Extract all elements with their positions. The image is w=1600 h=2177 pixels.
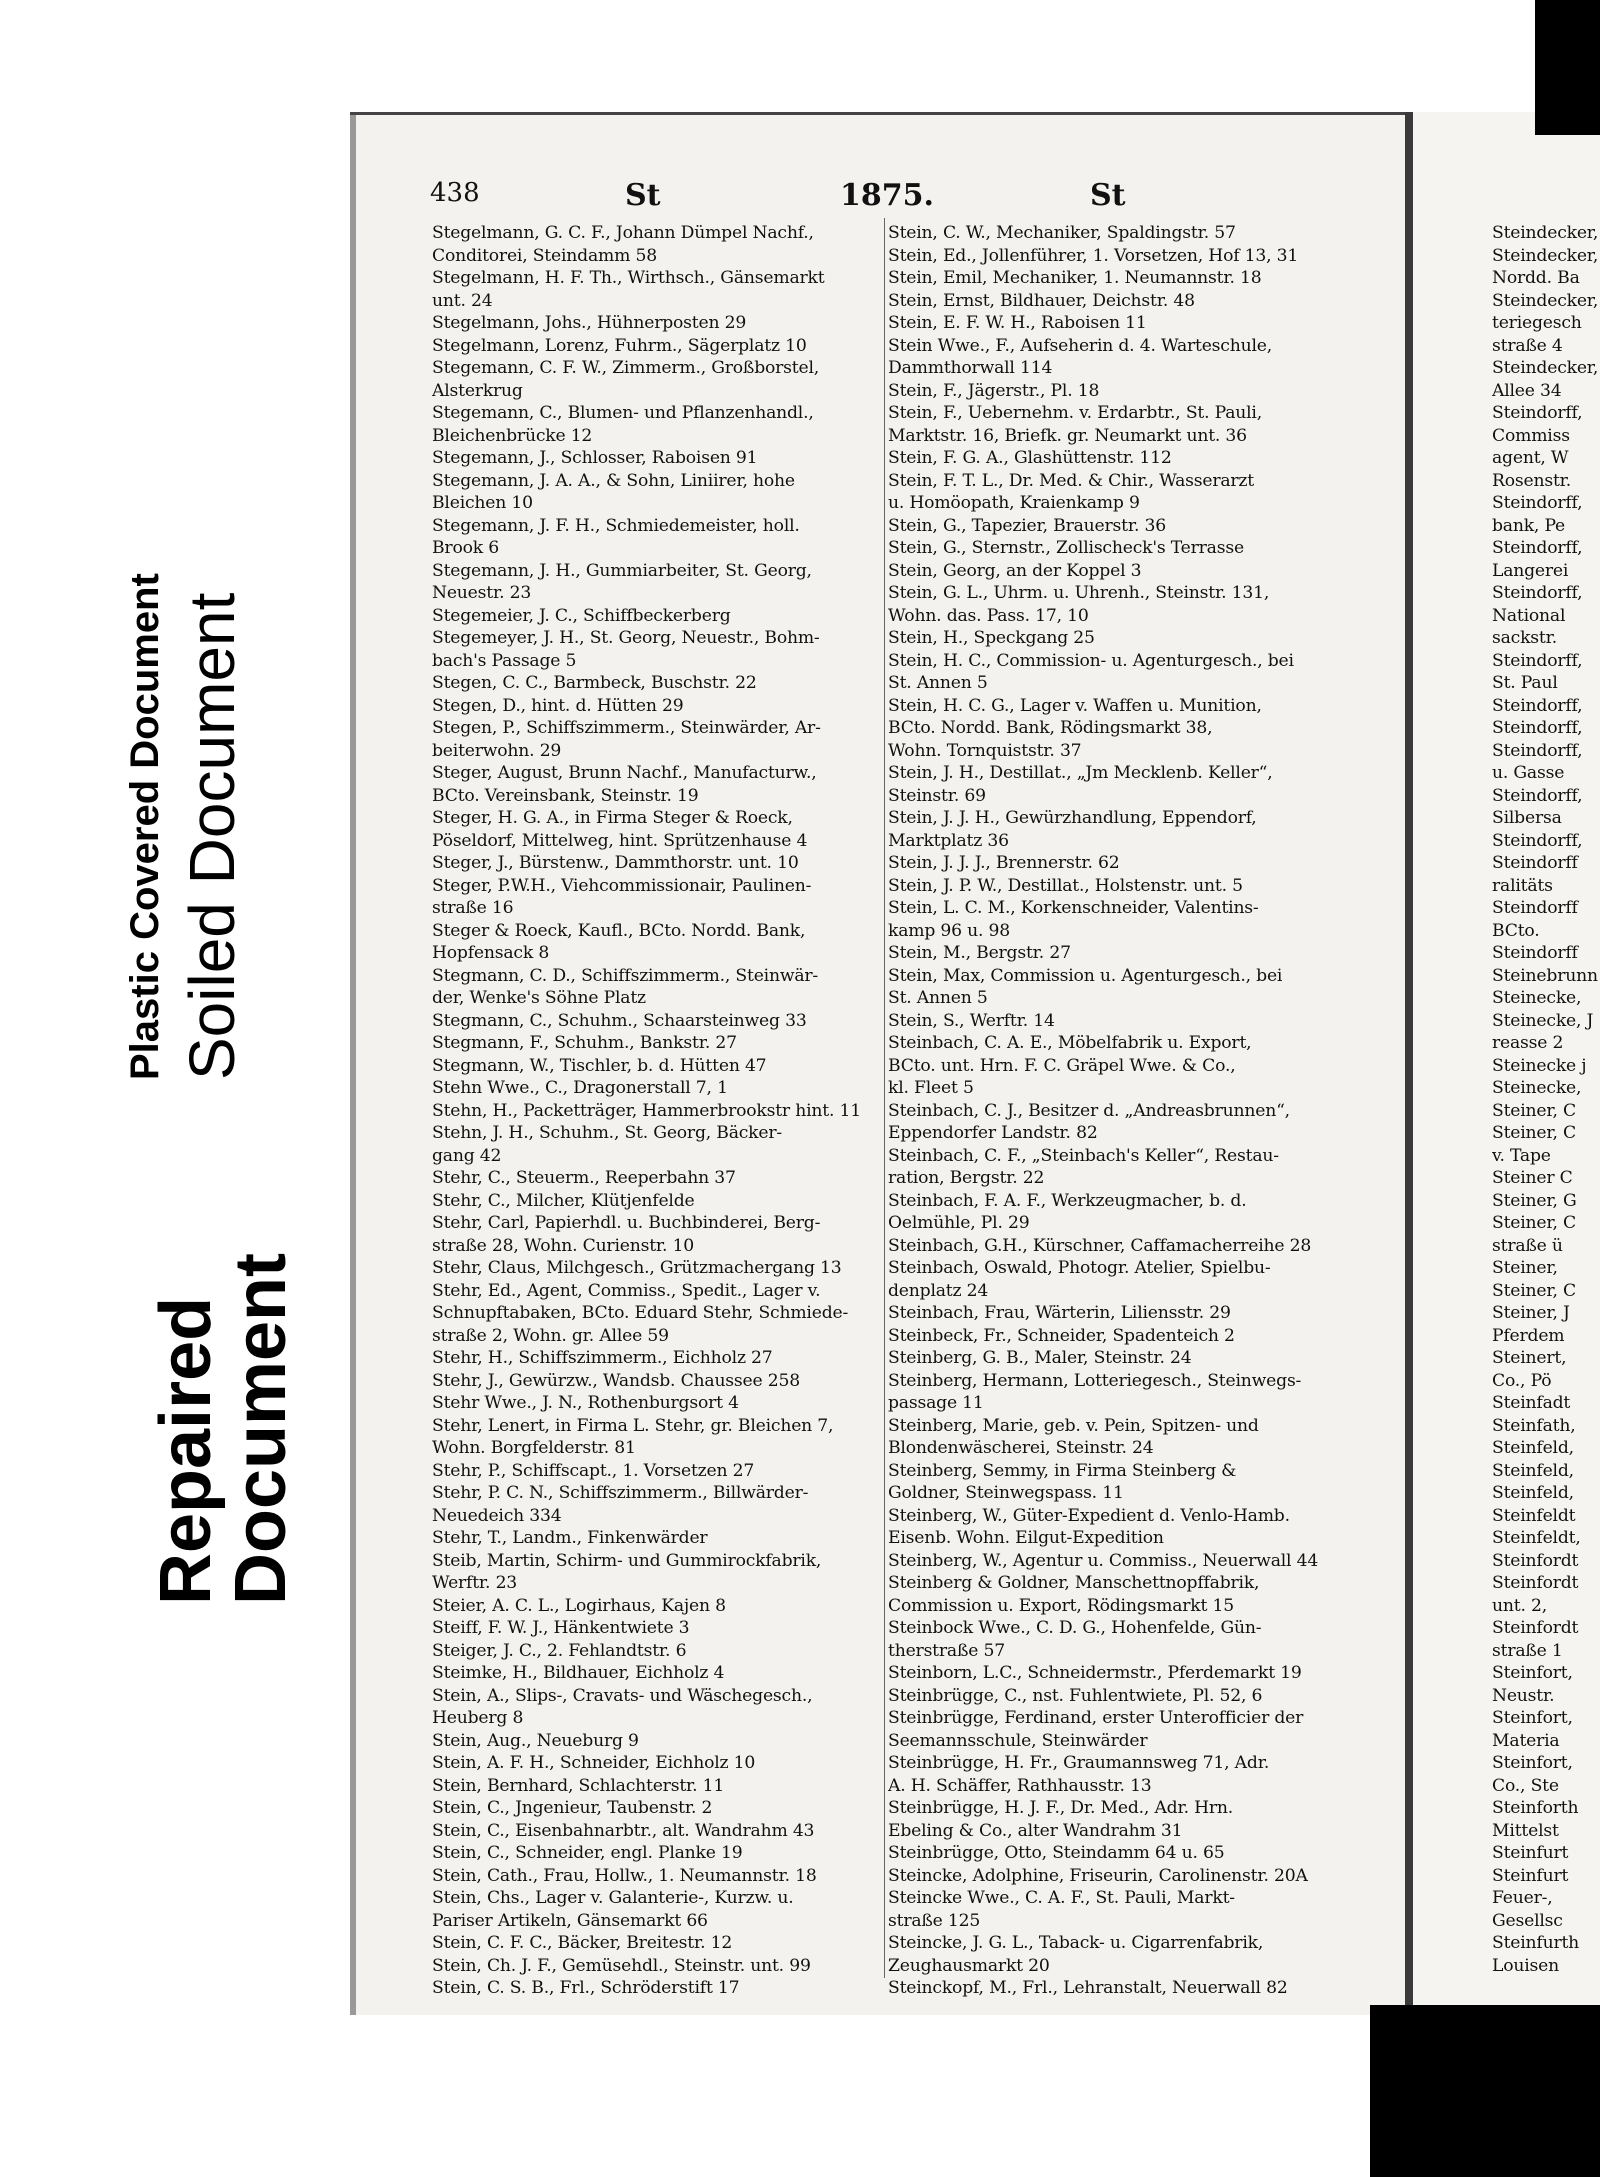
directory-entry-line: Steincke Wwe., C. A. F., St. Pauli, Markt-: [888, 1888, 1235, 1908]
directory-entry-line: therstraße 57: [888, 1640, 1005, 1661]
directory-column-middle: [888, 222, 1398, 2000]
directory-entry-line: Steinberg, W., Agentur u. Commiss., Neuerwall 44: [888, 1550, 1319, 1571]
directory-entry-line: BCto.: [1492, 920, 1540, 941]
page-number: 438: [430, 178, 480, 208]
directory-entry-line: Steiner, C: [1492, 1123, 1576, 1143]
directory-entry-line: Schnupftabaken, BCto. Eduard Stehr, Schmiede-: [432, 1303, 849, 1323]
directory-entry-line: Steiner,: [1492, 1258, 1558, 1278]
directory-entry-line: Stein, L. C. M., Korkenschneider, Valentins-: [888, 898, 1259, 918]
directory-entry-line: Stein, M., Bergstr. 27: [888, 943, 1071, 963]
directory-entry-line: unt. 2,: [1492, 1595, 1547, 1616]
directory-entry-line: Stein, C., Eisenbahnarbtr., alt. Wandrahm 43: [432, 1820, 815, 1841]
directory-entry-line: Stein, F., Uebernehm. v. Erdarbtr., St. Pauli,: [888, 403, 1262, 423]
directory-entry-line: Steinberg, G. B., Maler, Steinstr. 24: [888, 1348, 1192, 1368]
directory-entry-line: Blondenwäscherei, Steinstr. 24: [888, 1438, 1154, 1458]
directory-entry-line: Steindecker,: [1492, 290, 1599, 311]
directory-entry-line: Steindorff: [1492, 898, 1578, 918]
soiled-label: Soiled Document: [176, 592, 248, 1080]
directory-entry-line: Steger, August, Brunn Nachf., Manufacturw.,: [432, 763, 817, 783]
directory-entry-line: Stegemann, J., Schlosser, Raboisen 91: [432, 448, 758, 468]
directory-entry-line: Stegmann, F., Schuhm., Bankstr. 27: [432, 1033, 737, 1053]
directory-entry-line: u. Homöopath, Kraienkamp 9: [888, 493, 1140, 513]
directory-entry-line: Stein, Emil, Mechaniker, 1. Neumannstr. 18: [888, 268, 1262, 288]
directory-entry-line: Conditorei, Steindamm 58: [432, 245, 657, 266]
directory-entry-line: Steindorff,: [1492, 695, 1583, 716]
directory-entry-line: Stehn, J. H., Schuhm., St. Georg, Bäcker-: [432, 1123, 782, 1143]
directory-entry-line: Steinckopf, M., Frl., Lehranstalt, Neuerwall 82: [888, 1978, 1288, 1998]
directory-entry-line: Steinbeck, Fr., Schneider, Spadenteich 2: [888, 1325, 1235, 1346]
directory-entry-line: passage 11: [888, 1393, 984, 1413]
directory-entry-line: Stegemann, C. F. W., Zimmerm., Großborstel,: [432, 358, 820, 378]
directory-entry-line: Stehr, T., Landm., Finkenwärder: [432, 1528, 708, 1548]
running-head-left: St: [625, 178, 661, 213]
directory-entry-line: Steinberg, Marie, geb. v. Pein, Spitzen- und: [888, 1415, 1259, 1436]
column-divider: [884, 218, 885, 1978]
book-spine: [1405, 112, 1413, 2012]
directory-entry-line: Steger, P.W.H., Viehcommissionair, Paulinen-: [432, 875, 812, 896]
directory-entry-line: Commission u. Export, Rödingsmarkt 15: [888, 1595, 1234, 1616]
directory-entry-line: Steinecke, J: [1492, 1010, 1594, 1031]
scan-border-bottom: [1370, 2005, 1600, 2177]
directory-entry-line: Stegmann, W., Tischler, b. d. Hütten 47: [432, 1055, 767, 1076]
directory-entry-line: Heuberg 8: [432, 1708, 524, 1728]
directory-entry-line: Steincke, Adolphine, Friseurin, Carolinenstr. 20A: [888, 1865, 1308, 1886]
directory-entry-line: Stegelmann, G. C. F., Johann Dümpel Nachf.,: [432, 223, 814, 243]
directory-entry-line: Stehr Wwe., J. N., Rothenburgsort 4: [432, 1393, 739, 1413]
directory-entry-line: Steinfurt: [1492, 1865, 1569, 1886]
directory-entry-line: Marktplatz 36: [888, 830, 1009, 851]
directory-entry-line: Steinbrügge, C., nst. Fuhlentwiete, Pl. 52, 6: [888, 1685, 1263, 1706]
directory-entry-line: v. Tape: [1492, 1145, 1551, 1166]
directory-entry-line: Steinstr. 69: [888, 785, 986, 806]
directory-entry-line: Stegen, C. C., Barmbeck, Buschstr. 22: [432, 673, 757, 693]
directory-entry-line: Steiger, J. C., 2. Fehlandtstr. 6: [432, 1640, 687, 1661]
directory-entry-line: Steiff, F. W. J., Hänkentwiete 3: [432, 1618, 690, 1638]
directory-entry-line: St. Annen 5: [888, 673, 988, 693]
directory-entry-line: agent, W: [1492, 448, 1569, 468]
directory-entry-line: Stein, F. G. A., Glashüttenstr. 112: [888, 448, 1172, 468]
directory-entry-line: Alsterkrug: [432, 380, 523, 401]
directory-entry-line: Stein, Aug., Neueburg 9: [432, 1730, 639, 1751]
directory-entry-line: Stehr, Claus, Milchgesch., Grützmachergang 13: [432, 1258, 842, 1278]
directory-entry-line: Stein, H. C. G., Lager v. Waffen u. Munition,: [888, 695, 1262, 716]
directory-entry-line: Stein, F., Jägerstr., Pl. 18: [888, 380, 1100, 401]
directory-entry-line: National: [1492, 605, 1566, 626]
directory-entry-line: Stein, J. P. W., Destillat., Holstenstr. unt. 5: [888, 875, 1243, 896]
directory-entry-line: Steindorff,: [1492, 785, 1583, 806]
directory-entry-line: Stein, J. J. H., Gewürzhandlung, Eppendorf,: [888, 808, 1257, 828]
directory-entry-line: Stehr, C., Steuerm., Reeperbahn 37: [432, 1168, 736, 1188]
directory-entry-line: Stehr, C., Milcher, Klütjenfelde: [432, 1190, 695, 1211]
directory-entry-line: Steinfeld,: [1492, 1438, 1574, 1458]
directory-entry-line: Stegemann, J. H., Gummiarbeiter, St. Georg,: [432, 560, 812, 581]
directory-entry-line: Hopfensack 8: [432, 943, 550, 963]
directory-entry-line: Steinfath,: [1492, 1415, 1576, 1436]
directory-entry-line: Steinecke,: [1492, 988, 1582, 1008]
directory-entry-line: Stehr, P., Schiffscapt., 1. Vorsetzen 27: [432, 1460, 755, 1481]
directory-entry-line: Eppendorfer Landstr. 82: [888, 1123, 1098, 1143]
directory-entry-line: Stein, F. T. L., Dr. Med. & Chir., Wasserarzt: [888, 470, 1254, 491]
directory-entry-line: Co., Pö: [1492, 1370, 1552, 1391]
directory-entry-line: Steger & Roeck, Kaufl., BCto. Nordd. Bank,: [432, 920, 806, 941]
directory-entry-line: Steger, H. G. A., in Firma Steger & Roeck,: [432, 808, 793, 828]
directory-entry-line: sackstr.: [1492, 628, 1558, 648]
directory-entry-line: Stein, H. C., Commission- u. Agenturgesch., bei: [888, 650, 1294, 671]
directory-entry-line: Co., Ste: [1492, 1775, 1559, 1796]
directory-entry-line: Marktstr. 16, Briefk. gr. Neumarkt unt. 36: [888, 425, 1247, 446]
directory-entry-line: Stein, Ch. J. F., Gemüsehdl., Steinstr. unt. 99: [432, 1955, 811, 1976]
directory-entry-line: Steindorff: [1492, 853, 1578, 873]
repaired-label-line1: Repaired: [146, 1296, 226, 1605]
directory-entry-line: Steinbach, Frau, Wärterin, Liliensstr. 29: [888, 1303, 1231, 1323]
directory-entry-line: Stegen, P., Schiffszimmerm., Steinwärder, Ar-: [432, 718, 821, 738]
directory-entry-line: straße 125: [888, 1910, 981, 1931]
directory-entry-line: Pariser Artikeln, Gänsemarkt 66: [432, 1910, 708, 1931]
directory-entry-line: Steindorff,: [1492, 583, 1583, 603]
directory-entry-line: Steinfeldt: [1492, 1505, 1576, 1526]
directory-entry-line: straße 16: [432, 898, 514, 918]
directory-entry-line: Steindorff,: [1492, 650, 1583, 671]
directory-entry-line: Stein, H., Speckgang 25: [888, 628, 1095, 648]
plastic-covered-label: Plastic Covered Document: [123, 573, 167, 1080]
directory-entry-line: Stein, Georg, an der Koppel 3: [888, 560, 1142, 581]
directory-entry-line: Mittelst: [1492, 1820, 1559, 1841]
directory-entry-line: Steinfordt: [1492, 1550, 1579, 1571]
directory-entry-line: Steinbach, C. A. E., Möbelfabrik u. Export,: [888, 1033, 1252, 1053]
directory-entry-line: Steinberg, Hermann, Lotteriegesch., Steinwegs-: [888, 1370, 1302, 1391]
directory-entry-line: ralitäts: [1492, 875, 1553, 896]
directory-entry-line: Steinert,: [1492, 1348, 1567, 1368]
directory-entry-line: Seemannsschule, Steinwärder: [888, 1730, 1148, 1751]
directory-entry-line: Stegen, D., hint. d. Hütten 29: [432, 695, 684, 716]
directory-entry-line: Steinbach, G.H., Kürschner, Caffamacherreihe 28: [888, 1235, 1312, 1256]
directory-entry-line: Goldner, Steinwegspass. 11: [888, 1483, 1124, 1503]
directory-entry-line: Stegemeier, J. C., Schiffbeckerberg: [432, 605, 731, 626]
directory-entry-line: Steindorff,: [1492, 538, 1583, 558]
directory-entry-line: Steinfordt: [1492, 1573, 1579, 1593]
directory-entry-line: Steinbock Wwe., C. D. G., Hohenfelde, Gün-: [888, 1618, 1262, 1638]
directory-entry-line: Stein, A. F. H., Schneider, Eichholz 10: [432, 1753, 756, 1773]
directory-entry-line: Steinfadt: [1492, 1393, 1571, 1413]
directory-entry-line: Langerei: [1492, 560, 1569, 581]
directory-entry-line: Louisen: [1492, 1955, 1559, 1976]
directory-column-facing: [1492, 222, 1600, 1977]
directory-entry-line: Dammthorwall 114: [888, 358, 1053, 378]
directory-entry-line: BCto. unt. Hrn. F. C. Gräpel Wwe. & Co.,: [888, 1055, 1236, 1076]
directory-entry-line: Stehr, Lenert, in Firma L. Stehr, gr. Bleichen 7,: [432, 1415, 834, 1436]
directory-entry-line: Steinfordt: [1492, 1618, 1579, 1638]
directory-entry-line: Stehn, H., Packetträger, Hammerbrookstr hint. 11: [432, 1100, 861, 1121]
directory-entry-line: Steinfurth: [1492, 1933, 1580, 1953]
directory-entry-line: Stein, Ernst, Bildhauer, Deichstr. 48: [888, 290, 1195, 311]
directory-entry-line: Steinecke j: [1492, 1055, 1587, 1076]
directory-entry-line: Stehr, P. C. N., Schiffszimmerm., Billwärder-: [432, 1483, 809, 1503]
directory-entry-line: Steindorff,: [1492, 718, 1583, 738]
directory-entry-line: Pferdem: [1492, 1325, 1565, 1346]
directory-entry-line: Steiner, G: [1492, 1190, 1577, 1211]
directory-entry-line: straße 1: [1492, 1640, 1563, 1661]
directory-entry-line: Oelmühle, Pl. 29: [888, 1213, 1030, 1233]
directory-entry-line: Steindorff,: [1492, 493, 1583, 513]
directory-entry-line: Neuedeich 334: [432, 1505, 562, 1526]
directory-entry-line: Neuestr. 23: [432, 583, 532, 603]
directory-entry-line: Stein, S., Werftr. 14: [888, 1010, 1055, 1031]
directory-entry-line: Stein, C., Schneider, engl. Planke 19: [432, 1843, 743, 1863]
directory-entry-line: Steinfeld,: [1492, 1460, 1574, 1481]
directory-entry-line: Steinborn, L.C., Schneidermstr., Pferdemarkt 19: [888, 1663, 1302, 1683]
directory-entry-line: Stein, G., Tapezier, Brauerstr. 36: [888, 515, 1166, 536]
directory-entry-line: Stein, G. L., Uhrm. u. Uhrenh., Steinstr. 131,: [888, 583, 1270, 603]
directory-entry-line: Steinbach, C. F., „Steinbach's Keller“, Restau-: [888, 1145, 1279, 1166]
directory-entry-line: St. Annen 5: [888, 988, 988, 1008]
directory-entry-line: Steiner C: [1492, 1168, 1573, 1188]
running-head-year: 1875.: [840, 178, 934, 213]
directory-entry-line: Steinforth: [1492, 1798, 1579, 1818]
directory-entry-line: Stein, Max, Commission u. Agenturgesch., bei: [888, 965, 1283, 986]
directory-entry-line: Steinebrunn: [1492, 965, 1598, 986]
directory-entry-line: Stein, E. F. W. H., Raboisen 11: [888, 313, 1147, 333]
directory-entry-line: ration, Bergstr. 22: [888, 1168, 1045, 1188]
directory-entry-line: Stegelmann, Lorenz, Fuhrm., Sägerplatz 10: [432, 335, 807, 356]
directory-entry-line: Steiner, C: [1492, 1280, 1576, 1301]
directory-entry-line: Stein, J. H., Destillat., „Jm Mecklenb. Keller“,: [888, 763, 1273, 783]
directory-entry-line: Wohn. Borgfelderstr. 81: [432, 1438, 636, 1458]
directory-entry-line: Stein, J. J. J., Brennerstr. 62: [888, 853, 1120, 873]
directory-entry-line: Steinfurt: [1492, 1843, 1569, 1863]
directory-entry-line: kl. Fleet 5: [888, 1078, 974, 1098]
directory-entry-line: Steinfeldt,: [1492, 1528, 1581, 1548]
directory-entry-line: bank, Pe: [1492, 515, 1566, 536]
directory-entry-line: Steiner, C: [1492, 1100, 1576, 1121]
directory-entry-line: Stein, C., Jngenieur, Taubenstr. 2: [432, 1798, 713, 1818]
directory-entry-line: straße 28, Wohn. Curienstr. 10: [432, 1235, 695, 1256]
repaired-label: [140, 1165, 310, 1620]
directory-entry-line: Allee 34: [1492, 380, 1562, 401]
directory-entry-line: Ebeling & Co., alter Wandrahm 31: [888, 1820, 1183, 1841]
directory-entry-line: Nordd. Ba: [1492, 268, 1580, 288]
directory-entry-line: Stein, C. F. C., Bäcker, Breitestr. 12: [432, 1933, 733, 1953]
directory-entry-line: Commiss: [1492, 425, 1570, 446]
directory-entry-line: Stein Wwe., F., Aufseherin d. 4. Warteschule,: [888, 335, 1273, 356]
directory-entry-line: St. Paul: [1492, 673, 1558, 693]
directory-column-left: [432, 222, 884, 2000]
directory-entry-line: Steinberg & Goldner, Manschettnopffabrik,: [888, 1573, 1260, 1593]
directory-entry-line: Steinfeld,: [1492, 1483, 1574, 1503]
directory-entry-line: Stegemann, C., Blumen- und Pflanzenhandl.,: [432, 403, 814, 423]
directory-entry-line: Steinfort,: [1492, 1753, 1573, 1773]
directory-entry-line: Stegelmann, Johs., Hühnerposten 29: [432, 313, 747, 333]
directory-entry-line: Brook 6: [432, 538, 499, 558]
directory-entry-line: Steib, Martin, Schirm- und Gummirockfabrik,: [432, 1550, 822, 1571]
directory-entry-line: Materia: [1492, 1730, 1560, 1751]
directory-entry-line: u. Gasse: [1492, 763, 1565, 783]
directory-entry-line: Steimke, H., Bildhauer, Eichholz 4: [432, 1663, 725, 1683]
directory-entry-line: Feuer-,: [1492, 1888, 1553, 1908]
directory-entry-line: Steindorff,: [1492, 740, 1583, 761]
directory-entry-line: Stegemann, J. F. H., Schmiedemeister, holl.: [432, 515, 800, 536]
directory-entry-line: Stein, C. S. B., Frl., Schröderstift 17: [432, 1978, 740, 1998]
directory-entry-line: BCto. Nordd. Bank, Rödingsmarkt 38,: [888, 718, 1213, 738]
directory-entry-line: Stein, Cath., Frau, Hollw., 1. Neumannstr. 18: [432, 1865, 817, 1886]
directory-entry-line: Stehr, Ed., Agent, Commiss., Spedit., Lager v.: [432, 1280, 821, 1301]
directory-entry-line: Eisenb. Wohn. Eilgut-Expedition: [888, 1528, 1164, 1548]
plastic-soiled-label: [115, 480, 255, 1110]
directory-entry-line: Steindecker,: [1492, 245, 1599, 266]
directory-entry-line: gang 42: [432, 1145, 502, 1166]
running-head-right: St: [1090, 178, 1126, 213]
directory-entry-line: Rosenstr.: [1492, 470, 1572, 491]
directory-entry-line: Steinbrügge, H. J. F., Dr. Med., Adr. Hrn.: [888, 1798, 1234, 1818]
directory-entry-line: Steindorff,: [1492, 830, 1583, 851]
directory-entry-line: Steinbrügge, H. Fr., Graumannsweg 71, Adr.: [888, 1753, 1270, 1773]
directory-entry-line: Steier, A. C. L., Logirhaus, Kajen 8: [432, 1595, 726, 1616]
directory-entry-line: teriegesch: [1492, 313, 1582, 333]
directory-entry-line: Zeughausmarkt 20: [888, 1955, 1050, 1976]
directory-entry-line: BCto. Vereinsbank, Steinstr. 19: [432, 785, 699, 806]
directory-entry-line: Stehr, H., Schiffszimmerm., Eichholz 27: [432, 1348, 773, 1368]
repaired-label-line2: Document: [221, 1252, 301, 1605]
directory-entry-line: Bleichenbrücke 12: [432, 425, 593, 446]
directory-entry-line: kamp 96 u. 98: [888, 920, 1011, 941]
directory-entry-line: Gesellsc: [1492, 1910, 1563, 1931]
directory-entry-line: Stein, C. W., Mechaniker, Spaldingstr. 57: [888, 223, 1236, 243]
directory-entry-line: Steinbach, Oswald, Photogr. Atelier, Spielbu-: [888, 1258, 1271, 1278]
directory-entry-line: bach's Passage 5: [432, 650, 577, 671]
directory-entry-line: Stein, Chs., Lager v. Galanterie-, Kurzw. u.: [432, 1888, 794, 1908]
scan-border-top: [1535, 0, 1600, 135]
directory-entry-line: Steiner, C: [1492, 1213, 1576, 1233]
directory-entry-line: Stegemann, J. A. A., & Sohn, Liniirer, hohe: [432, 470, 795, 491]
directory-entry-line: Steindecker,: [1492, 223, 1599, 243]
directory-entry-line: Stegelmann, H. F. Th., Wirthsch., Gänsemarkt: [432, 268, 825, 288]
directory-entry-line: Steinbach, F. A. F., Werkzeugmacher, b. d.: [888, 1190, 1247, 1211]
directory-entry-line: Stegmann, C., Schuhm., Schaarsteinweg 33: [432, 1010, 807, 1031]
directory-entry-line: Stehr, Carl, Papierhdl. u. Buchbinderei, Berg-: [432, 1213, 821, 1233]
directory-entry-line: Wohn. Tornquiststr. 37: [888, 740, 1082, 761]
directory-entry-line: Stehr, J., Gewürzw., Wandsb. Chaussee 258: [432, 1370, 800, 1391]
directory-entry-line: beiterwohn. 29: [432, 740, 562, 761]
directory-entry-line: Stein, Bernhard, Schlachterstr. 11: [432, 1775, 725, 1796]
directory-entry-line: unt. 24: [432, 290, 493, 311]
directory-entry-line: Stein, G., Sternstr., Zollischeck's Terrasse: [888, 538, 1244, 558]
directory-entry-line: Pöseldorf, Mittelweg, hint. Sprützenhause 4: [432, 830, 808, 851]
directory-entry-line: Steinbach, C. J., Besitzer d. „Andreasbrunnen“,: [888, 1100, 1290, 1121]
directory-entry-line: straße 4: [1492, 335, 1563, 356]
directory-entry-line: Bleichen 10: [432, 493, 533, 513]
directory-entry-line: Steinbrügge, Otto, Steindamm 64 u. 65: [888, 1843, 1225, 1863]
directory-entry-line: Steincke, J. G. L., Taback- u. Cigarrenfabrik,: [888, 1933, 1264, 1953]
directory-entry-line: Steinberg, Semmy, in Firma Steinberg &: [888, 1460, 1237, 1481]
directory-entry-line: Stein, Ed., Jollenführer, 1. Vorsetzen, Hof 13, 31: [888, 245, 1299, 266]
directory-entry-line: Neustr.: [1492, 1685, 1555, 1706]
directory-entry-line: Silbersa: [1492, 808, 1562, 828]
directory-entry-line: Steiner, J: [1492, 1303, 1570, 1323]
directory-entry-line: Steinfort,: [1492, 1663, 1573, 1683]
directory-entry-line: Steindorff,: [1492, 403, 1583, 423]
directory-entry-line: straße 2, Wohn. gr. Allee 59: [432, 1325, 669, 1346]
directory-entry-line: Steindecker,: [1492, 358, 1599, 378]
directory-entry-line: Steinecke,: [1492, 1078, 1582, 1098]
directory-entry-line: Stehn Wwe., C., Dragonerstall 7, 1: [432, 1078, 728, 1098]
directory-entry-line: Steinberg, W., Güter-Expedient d. Venlo-Hamb.: [888, 1505, 1290, 1526]
directory-entry-line: denplatz 24: [888, 1280, 989, 1301]
directory-entry-line: Steindorff: [1492, 943, 1578, 963]
directory-entry-line: Steinfort,: [1492, 1708, 1573, 1728]
directory-entry-line: straße ü: [1492, 1235, 1563, 1256]
directory-entry-line: Stegmann, C. D., Schiffszimmerm., Steinwär-: [432, 965, 819, 986]
directory-entry-line: der, Wenke's Söhne Platz: [432, 988, 646, 1008]
directory-entry-line: Steger, J., Bürstenw., Dammthorstr. unt. 10: [432, 853, 799, 873]
directory-entry-line: Stein, A., Slips-, Cravats- und Wäschegesch.,: [432, 1685, 813, 1706]
directory-entry-line: Steinbrügge, Ferdinand, erster Unterofficier der: [888, 1708, 1304, 1728]
directory-entry-line: Wohn. das. Pass. 17, 10: [888, 605, 1089, 626]
directory-entry-line: reasse 2: [1492, 1033, 1564, 1053]
directory-entry-line: Werftr. 23: [432, 1573, 518, 1593]
directory-entry-line: A. H. Schäffer, Rathhausstr. 13: [888, 1775, 1152, 1796]
directory-entry-line: Stegemeyer, J. H., St. Georg, Neuestr., Bohm-: [432, 628, 820, 648]
